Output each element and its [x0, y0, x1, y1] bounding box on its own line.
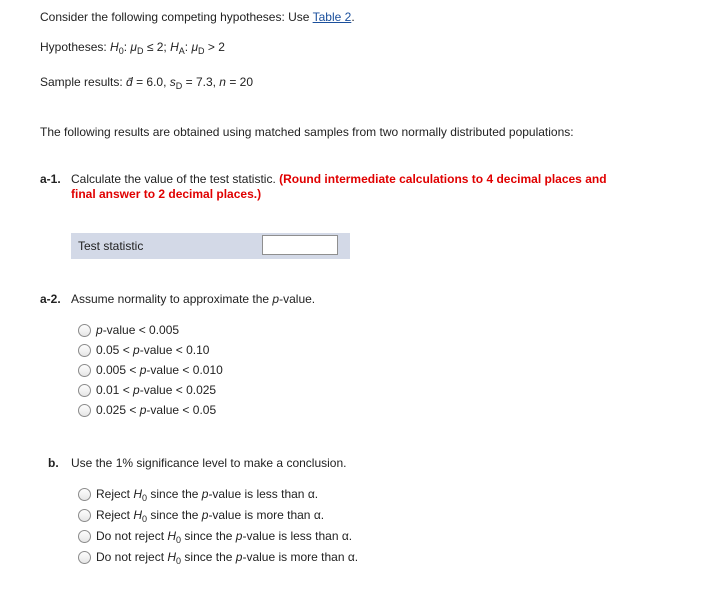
- option-label: 0.025 < p-value < 0.05: [96, 403, 217, 417]
- option-label: Do not reject $H_0$ since the p-value is less than α.: [96, 529, 353, 545]
- a2-option-5[interactable]: [78, 403, 216, 417]
- h0-symbol: H: [110, 40, 119, 54]
- test-statistic-input[interactable]: [262, 235, 338, 255]
- b-option-4[interactable]: [78, 550, 358, 564]
- s-symbol: s: [169, 75, 176, 89]
- intro-prefix: Consider the following competing hypotheses: Use: [40, 10, 313, 24]
- radio-button[interactable]: [78, 324, 91, 337]
- a1-number: a-1.: [40, 172, 61, 186]
- hypotheses-colon-2: :: [184, 40, 192, 54]
- a2-text-prefix: Assume normality to approximate the: [71, 292, 273, 306]
- option-label: p-value < 0.005: [96, 323, 180, 337]
- option-label: Reject $H_0$ since the p-value is more than α.: [96, 508, 325, 524]
- hypotheses-line: [40, 40, 225, 54]
- description-text: The following results are obtained using matched samples from two normally distributed populations:: [40, 125, 574, 139]
- option-label: 0.005 < p-value < 0.010: [96, 363, 223, 377]
- h0-relation: ≤ 2;: [143, 40, 171, 54]
- test-statistic-label: Test statistic: [78, 239, 144, 253]
- hypotheses-colon-1: :: [123, 40, 131, 54]
- test-statistic-row: [71, 233, 350, 259]
- dbar-value: = 6.0,: [132, 75, 170, 89]
- option-label: 0.01 < p-value < 0.025: [96, 383, 217, 397]
- sample-results-line: [40, 75, 253, 89]
- dbar-symbol: d̄: [126, 75, 133, 89]
- radio-button[interactable]: [78, 488, 91, 501]
- h0-subscript: 0: [118, 46, 124, 56]
- radio-button[interactable]: [78, 364, 91, 377]
- radio-button[interactable]: [78, 344, 91, 357]
- a2-question: [71, 292, 315, 306]
- option-label: 0.05 < p-value < 0.10: [96, 343, 210, 357]
- a1-rounding-note-1: (Round intermediate calculations to 4 decimal places and: [279, 172, 607, 186]
- radio-button[interactable]: [78, 509, 91, 522]
- a2-option-4[interactable]: [78, 383, 216, 397]
- a1-rounding-note-2: final answer to 2 decimal places.): [71, 187, 262, 201]
- radio-button[interactable]: [78, 530, 91, 543]
- ha-subscript: A: [178, 46, 185, 56]
- option-label: Reject $H_0$ since the p-value is less than α.: [96, 487, 319, 503]
- mu-symbol-2: μ: [191, 40, 199, 54]
- n-value: = 20: [225, 75, 254, 89]
- ha-relation: > 2: [204, 40, 225, 54]
- mu-subscript-1: D: [136, 46, 144, 56]
- s-subscript: D: [175, 81, 183, 91]
- hypotheses-label: Hypotheses:: [40, 40, 111, 54]
- b-question: Use the 1% significance level to make a conclusion.: [71, 456, 347, 470]
- a2-option-3[interactable]: [78, 363, 223, 377]
- mu-symbol-1: μ: [130, 40, 137, 54]
- sample-label: Sample results:: [40, 75, 127, 89]
- radio-button[interactable]: [78, 551, 91, 564]
- a2-number: a-2.: [40, 292, 61, 306]
- ha-symbol: H: [170, 40, 179, 54]
- b-number: b.: [48, 456, 59, 470]
- mu-subscript-2: D: [198, 46, 205, 56]
- a2-option-1[interactable]: [78, 323, 179, 337]
- a2-p-symbol: p: [272, 292, 280, 306]
- a1-text: Calculate the value of the test statistic.: [71, 172, 280, 186]
- s-value: = 7.3,: [182, 75, 220, 89]
- intro-suffix: .: [351, 10, 355, 24]
- radio-button[interactable]: [78, 404, 91, 417]
- a1-question: [71, 172, 607, 186]
- a2-text-suffix: -value.: [279, 292, 316, 306]
- b-option-1[interactable]: [78, 487, 318, 501]
- option-label: Do not reject $H_0$ since the p-value is more than α.: [96, 550, 359, 566]
- table-2-link[interactable]: Table 2: [312, 10, 352, 24]
- b-option-2[interactable]: [78, 508, 324, 522]
- n-symbol: n: [219, 75, 226, 89]
- a2-option-2[interactable]: [78, 343, 209, 357]
- b-option-3[interactable]: [78, 529, 352, 543]
- intro-text: [40, 10, 355, 24]
- radio-button[interactable]: [78, 384, 91, 397]
